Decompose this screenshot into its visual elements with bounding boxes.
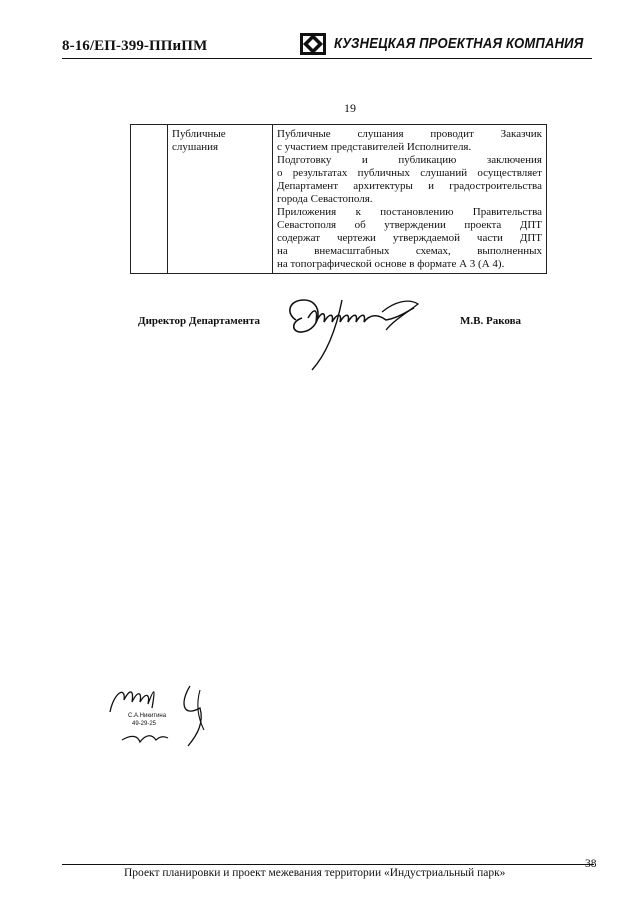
document-code: 8-16/ЕП-399-ППиПМ	[62, 38, 208, 54]
table-cell-stage: Публичные слушания	[168, 125, 273, 274]
description-line: с участием представителей Исполнителя.	[277, 141, 472, 153]
company-name: КУЗНЕЦКАЯ ПРОЕКТНАЯ КОМПАНИЯ	[334, 36, 584, 52]
table-cell-number	[131, 125, 168, 274]
requirements-table	[130, 124, 547, 274]
description-line: о результатах публичных слушаний осуществляет	[277, 167, 542, 179]
stamp-phone: 49-29-25	[132, 721, 157, 727]
company-logo-icon	[300, 33, 326, 55]
description-line: Подготовку и публикацию заключения	[277, 154, 542, 166]
description-line: Севастополя об утверждении проекта ДПТ	[277, 219, 542, 231]
footer-page-number: 38	[585, 858, 597, 870]
footer-divider	[62, 864, 594, 865]
description-line: города Севастополя.	[277, 193, 373, 205]
signer-title: Директор Департамента	[138, 315, 261, 327]
table-cell-description	[273, 125, 547, 274]
description-line: на внемасштабных схемах, выполненных	[277, 245, 542, 257]
header-divider	[62, 58, 592, 59]
description-line: Приложения к постановлению Правительства	[277, 206, 542, 218]
stamp-name: С.А.Никитина	[128, 713, 167, 719]
page-number: 19	[344, 101, 356, 115]
signer-name: М.В. Ракова	[460, 315, 522, 327]
director-signature	[282, 290, 432, 372]
description-line: Департамент архитектуры и градостроительства	[277, 180, 542, 192]
table-row	[131, 125, 547, 274]
description-line: содержат чертежи утверждаемой части ДПТ	[277, 232, 542, 244]
description-line: на топографической основе в формате А 3 (А 4).	[277, 258, 505, 270]
footer-title: Проект планировки и проект межевания территории «Индустриальный парк»	[124, 867, 506, 879]
company-brand	[300, 33, 611, 55]
description-line: Публичные слушания проводит Заказчик	[277, 128, 542, 140]
